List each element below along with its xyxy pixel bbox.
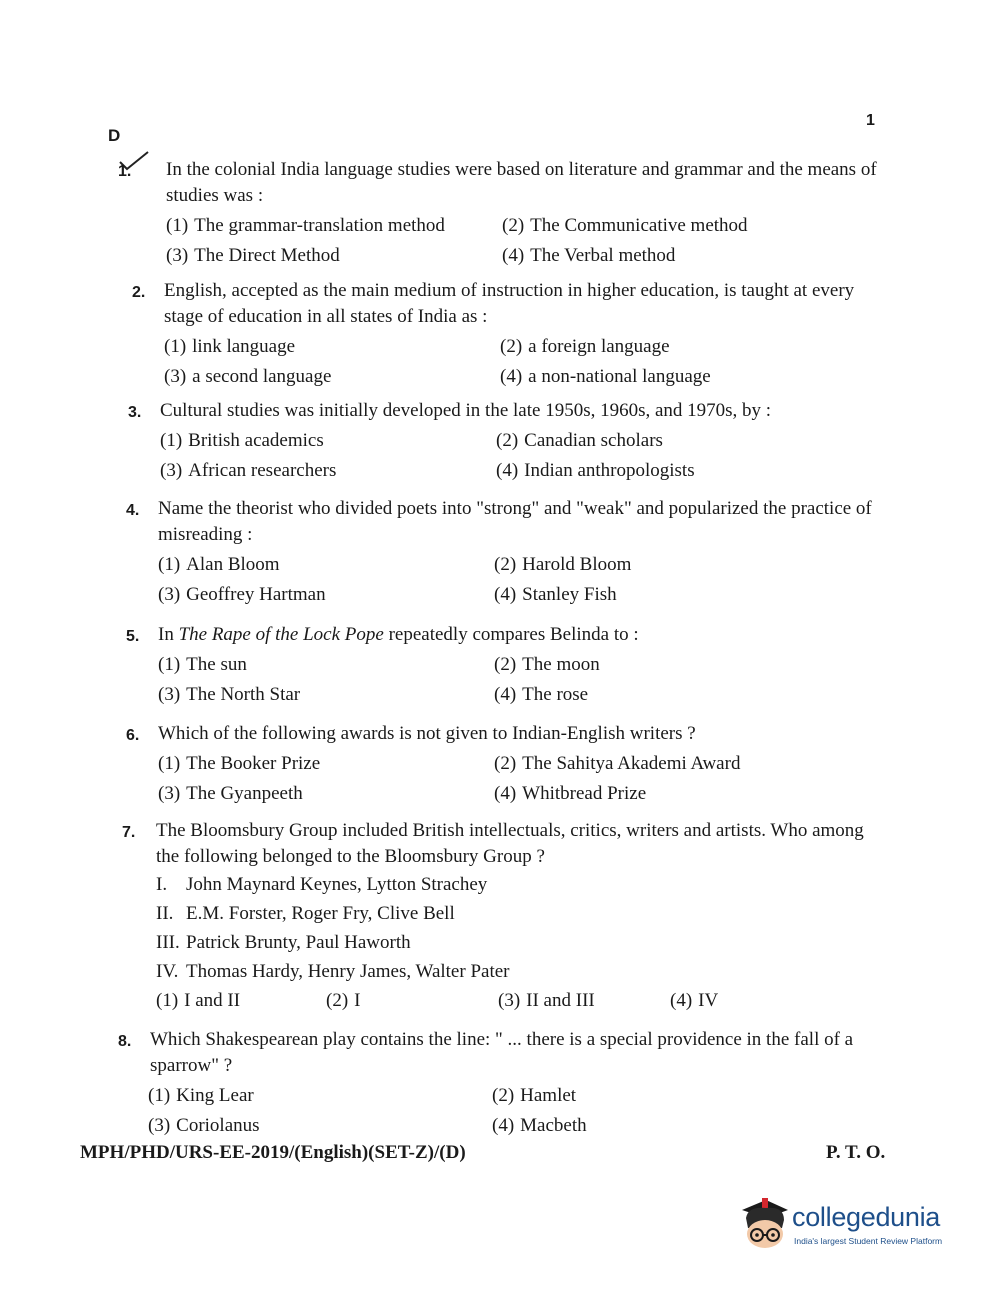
options xyxy=(158,751,886,807)
collegedunia-logo xyxy=(736,1196,966,1256)
paper-code: MPH/PHD/URS-EE-2019/(English)(SET-Z)/(D) xyxy=(80,1142,466,1163)
option: (4) The rose xyxy=(494,684,589,705)
option: (2) The Communicative method xyxy=(502,215,748,236)
option: (4) Stanley Fish xyxy=(494,584,617,605)
options xyxy=(166,213,878,269)
options xyxy=(164,334,892,390)
brand-tagline: India's largest Student Review Platform xyxy=(794,1236,943,1246)
options xyxy=(158,552,886,608)
option: (1) Alan Bloom xyxy=(158,554,280,575)
option: (3) a second language xyxy=(164,366,332,387)
question-5 xyxy=(126,622,886,708)
question-6 xyxy=(126,721,886,807)
poem-title: The Rape of the Lock Pope xyxy=(178,624,384,645)
options xyxy=(158,652,886,708)
option: (2) Canadian scholars xyxy=(496,430,663,451)
question-text: In The Rape of the Lock Pope repeatedly compares Belinda to : xyxy=(158,624,639,645)
option: (2) Harold Bloom xyxy=(494,554,632,575)
question-number: 4. xyxy=(126,502,140,519)
option: (3) Geoffrey Hartman xyxy=(158,584,326,605)
student-mascot-icon xyxy=(736,1196,792,1256)
question-8 xyxy=(118,1027,878,1139)
options xyxy=(148,1083,878,1139)
option: (2) Hamlet xyxy=(492,1085,577,1106)
statement: II. E.M. Forster, Roger Fry, Clive Bell xyxy=(156,903,455,924)
statement: III. Patrick Brunty, Paul Haworth xyxy=(156,932,411,953)
option: (3) The Gyanpeeth xyxy=(158,783,303,804)
option: (4) Macbeth xyxy=(492,1115,587,1136)
question-text: In the colonial India language studies were based on literature and grammar and the means of studies was : xyxy=(166,159,877,206)
question-7 xyxy=(122,818,882,1014)
question-number: 6. xyxy=(126,727,140,744)
statement: IV. Thomas Hardy, Henry James, Walter Pater xyxy=(156,961,510,982)
question-text: Which of the following awards is not given to Indian-English writers ? xyxy=(158,723,696,744)
option: (3) The North Star xyxy=(158,684,301,705)
option: (1) The grammar-translation method xyxy=(166,215,445,236)
option: (1) I and II xyxy=(156,990,241,1011)
question-text: The Bloomsbury Group included British intellectuals, critics, writers and artists. Who among the following belonged to the Bloomsbury Group ? xyxy=(156,820,864,867)
option: (2) I xyxy=(326,990,361,1011)
question-number: 2. xyxy=(132,284,146,301)
option: (1) link language xyxy=(164,336,296,357)
option: (1) King Lear xyxy=(148,1085,254,1106)
option: (2) a foreign language xyxy=(500,336,670,357)
option: (4) a non-national language xyxy=(500,366,711,387)
brand-name: collegedunia xyxy=(792,1202,941,1232)
option: (4) IV xyxy=(670,990,719,1011)
option: (2) The Sahitya Akademi Award xyxy=(494,753,741,774)
options xyxy=(156,988,882,1014)
option: (1) The Booker Prize xyxy=(158,753,321,774)
option: (4) The Verbal method xyxy=(502,245,676,266)
question-number: 7. xyxy=(122,824,136,841)
option: (4) Whitbread Prize xyxy=(494,783,647,804)
question-text: Cultural studies was initially developed in the late 1950s, 1960s, and 1970s, by : xyxy=(160,400,772,421)
pto-label: P. T. O. xyxy=(826,1142,886,1163)
statement: I. John Maynard Keynes, Lytton Strachey xyxy=(156,874,488,895)
question-4 xyxy=(126,496,886,608)
question-text: Which Shakespearean play contains the line: " ... there is a special providence in the fall of a sparrow" ? xyxy=(150,1029,854,1076)
options xyxy=(160,428,888,484)
option: (3) II and III xyxy=(498,990,595,1011)
question-text: Name the theorist who divided poets into "strong" and "weak" and popularized the practice of misreading : xyxy=(158,498,872,545)
question-1 xyxy=(118,157,878,269)
question-number: 5. xyxy=(126,628,140,645)
question-2 xyxy=(132,278,892,390)
option: (3) The Direct Method xyxy=(166,245,340,266)
option: (1) The sun xyxy=(158,654,247,675)
question-3 xyxy=(128,398,888,484)
set-code: D xyxy=(108,126,121,145)
question-number: 1. xyxy=(118,163,132,180)
option: (3) African researchers xyxy=(160,460,337,481)
option: (4) Indian anthropologists xyxy=(496,460,695,481)
option: (2) The moon xyxy=(494,654,600,675)
option: (1) British academics xyxy=(160,430,324,451)
question-number: 8. xyxy=(118,1033,132,1050)
question-number: 3. xyxy=(128,404,142,421)
page-number: 1 xyxy=(866,112,875,129)
question-text: English, accepted as the main medium of instruction in higher education, is taught at every stage of education in all states of India as : xyxy=(164,280,855,327)
option: (3) Coriolanus xyxy=(148,1115,260,1136)
